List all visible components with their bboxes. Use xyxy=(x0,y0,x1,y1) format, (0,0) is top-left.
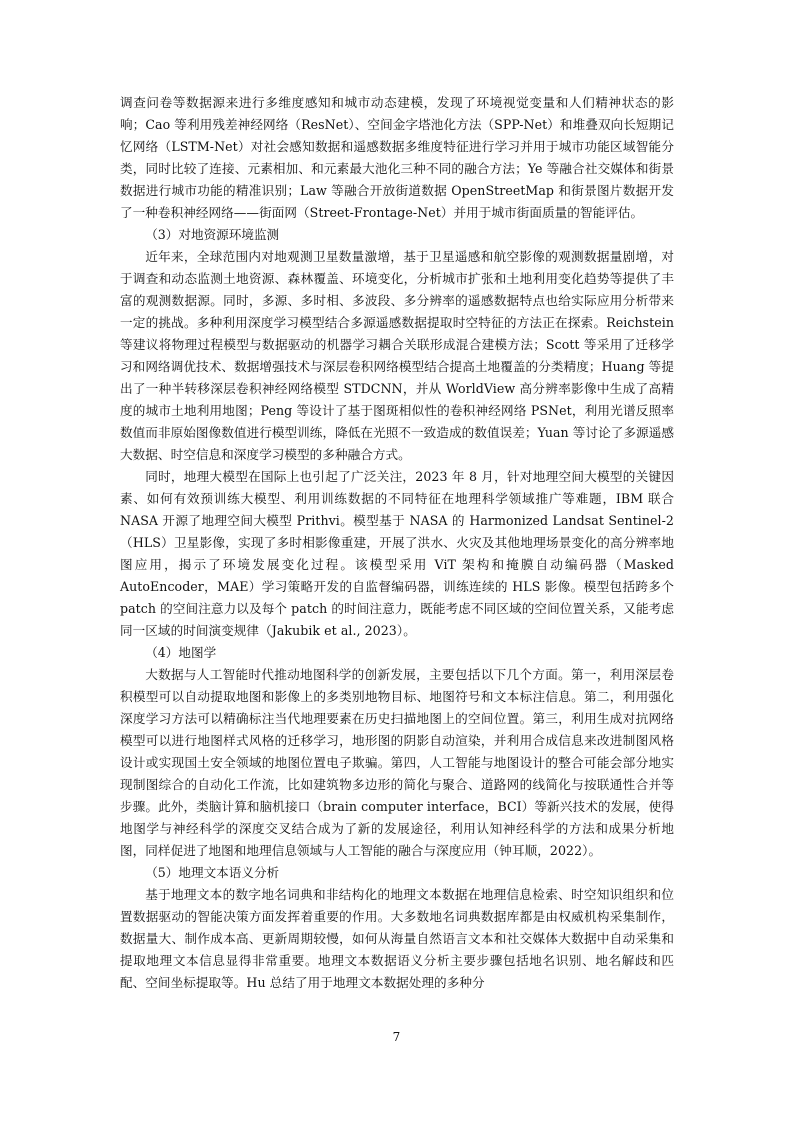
paragraph: 同时，地理大模型在国际上也引起了广泛关注，2023 年 8 月，针对地理空间大模型的关键因素、如何有效预训练大模型、利用训练数据的不同特征在地理科学领域推广等难题，IBM 联合 NASA 开源了地理空间大模型 Prithvi。模型基于 NASA 的 Harmonized Landsat Sentinel-2（HLS）卫星影像，实现了多时相影像重建，开展了洪水、火灾及其他地理场景变化的高分辨率地图应用，揭示了环境发展变化过程。该模型采用 ViT 架构和掩膜自动编码器（Masked AutoEncoder，MAE）学习策略开发的自监督编码器，训练连续的 HLS 影像。模型包括跨多个 patch 的空间注意力以及每个 patch 的时间注意力，既能考虑不同区域的空间位置关系，又能考虑同一区域的时间演变规律（Jakubik et al., 2023）。 xyxy=(120,469,674,638)
paragraph: 基于地理文本的数字地名词典和非结构化的地理文本数据在地理信息检索、时空知识组织和位置数据驱动的智能决策方面发挥着重要的作用。大多数地名词典数据库都是由权威机构采集制作，数据量大、制作成本高、更新周期较慢，如何从海量自然语言文本和社交媒体大数据中自动采集和提取地理文本信息显得非常重要。地理文本数据语义分析主要步骤包括地名识别、地名解歧和匹配、空间坐标提取等。Hu 总结了用于地理文本数据处理的多种分 xyxy=(120,887,674,990)
section-heading-4: （4）地图学 xyxy=(145,645,217,660)
section-heading-3: （3）对地资源环境监测 xyxy=(145,227,280,242)
paragraph: 近年来，全球范围内对地观测卫星数量激增，基于卫星遥感和航空影像的观测数据量剧增，对于调查和动态监测土地资源、森林覆盖、环境变化，分析城市扩张和土地利用变化趋势等提供了丰富的观测数据源。同时，多源、多时相、多波段、多分辨率的遥感数据特点也给实际应用分析带来一定的挑战。多种利用深度学习模型结合多源遥感数据提取时空特征的方法正在探索。Reichstein 等建议将物理过程模型与数据驱动的机器学习耦合关联形成混合建模方法；Scott 等采用了迁移学习和网络调优技术、数据增强技术与深层卷积网络模型结合提高土地覆盖的分类精度；Huang 等提出了一种半转移深层卷积神经网络模型 STDCNN，并从 WorldView 高分辨率影像中生成了高精度的城市土地利用地图；Peng 等设计了基于图斑相似性的卷积神经网络 PSNet，利用光谱反照率数值而非原始图像数值进行模型训练，降低在光照不一致造成的数值误差；Yuan 等讨论了多源遥感大数据、时空信息和深度学习模型的多种融合方式。 xyxy=(120,249,674,462)
paragraph-continuation: 调查问卷等数据源来进行多维度感知和城市动态建模，发现了环境视觉变量和人们精神状态的影响；Cao 等利用残差神经网络（ResNet）、空间金字塔池化方法（SPP-Net）和堆叠双向长短期记忆网络（LSTM-Net）对社会感知数据和遥感数据多维度特征进行学习并用于城市功能区域智能分类，同时比较了连接、元素相加、和元素最大池化三种不同的融合方法；Ye 等融合社交媒体和街景数据进行城市功能的精准识别；Law 等融合开放街道数据 OpenStreetMap 和街景图片数据开发了一种卷积神经网络——街面网（Street-Frontage-Net）并用于城市街面质量的智能评估。 xyxy=(120,95,674,220)
paragraph: 大数据与人工智能时代推动地图科学的创新发展，主要包括以下几个方面。第一，利用深层卷积模型可以自动提取地图和影像上的多类别地物目标、地图符号和文本标注信息。第二，利用强化深度学习方法可以精确标注当代地理要素在历史扫描地图上的空间位置。第三，利用生成对抗网络模型可以进行地图样式风格的迁移学习，地形图的阴影自动渲染，并利用合成信息来改进制图风格设计或实现国土安全领域的地图位置电子欺骗。第四，人工智能与地图设计的整合可能会部分地实现制图综合的自动化工作流，比如建筑物多边形的简化与聚合、道路网的线简化与按联通性合并等步骤。此外，类脑计算和脑机接口（brain computer interface，BCI）等新兴技术的发展，使得地图学与神经科学的深度交叉结合成为了新的发展途径，利用认知神经科学的方法和成果分析地图，同样促进了地图和地理信息领域与人工智能的融合与深度应用（钟耳顺，2022）。 xyxy=(120,667,674,858)
page-number: 7 xyxy=(392,1030,401,1044)
section-heading-5: （5）地理文本语义分析 xyxy=(145,865,280,880)
body-text xyxy=(120,92,674,994)
